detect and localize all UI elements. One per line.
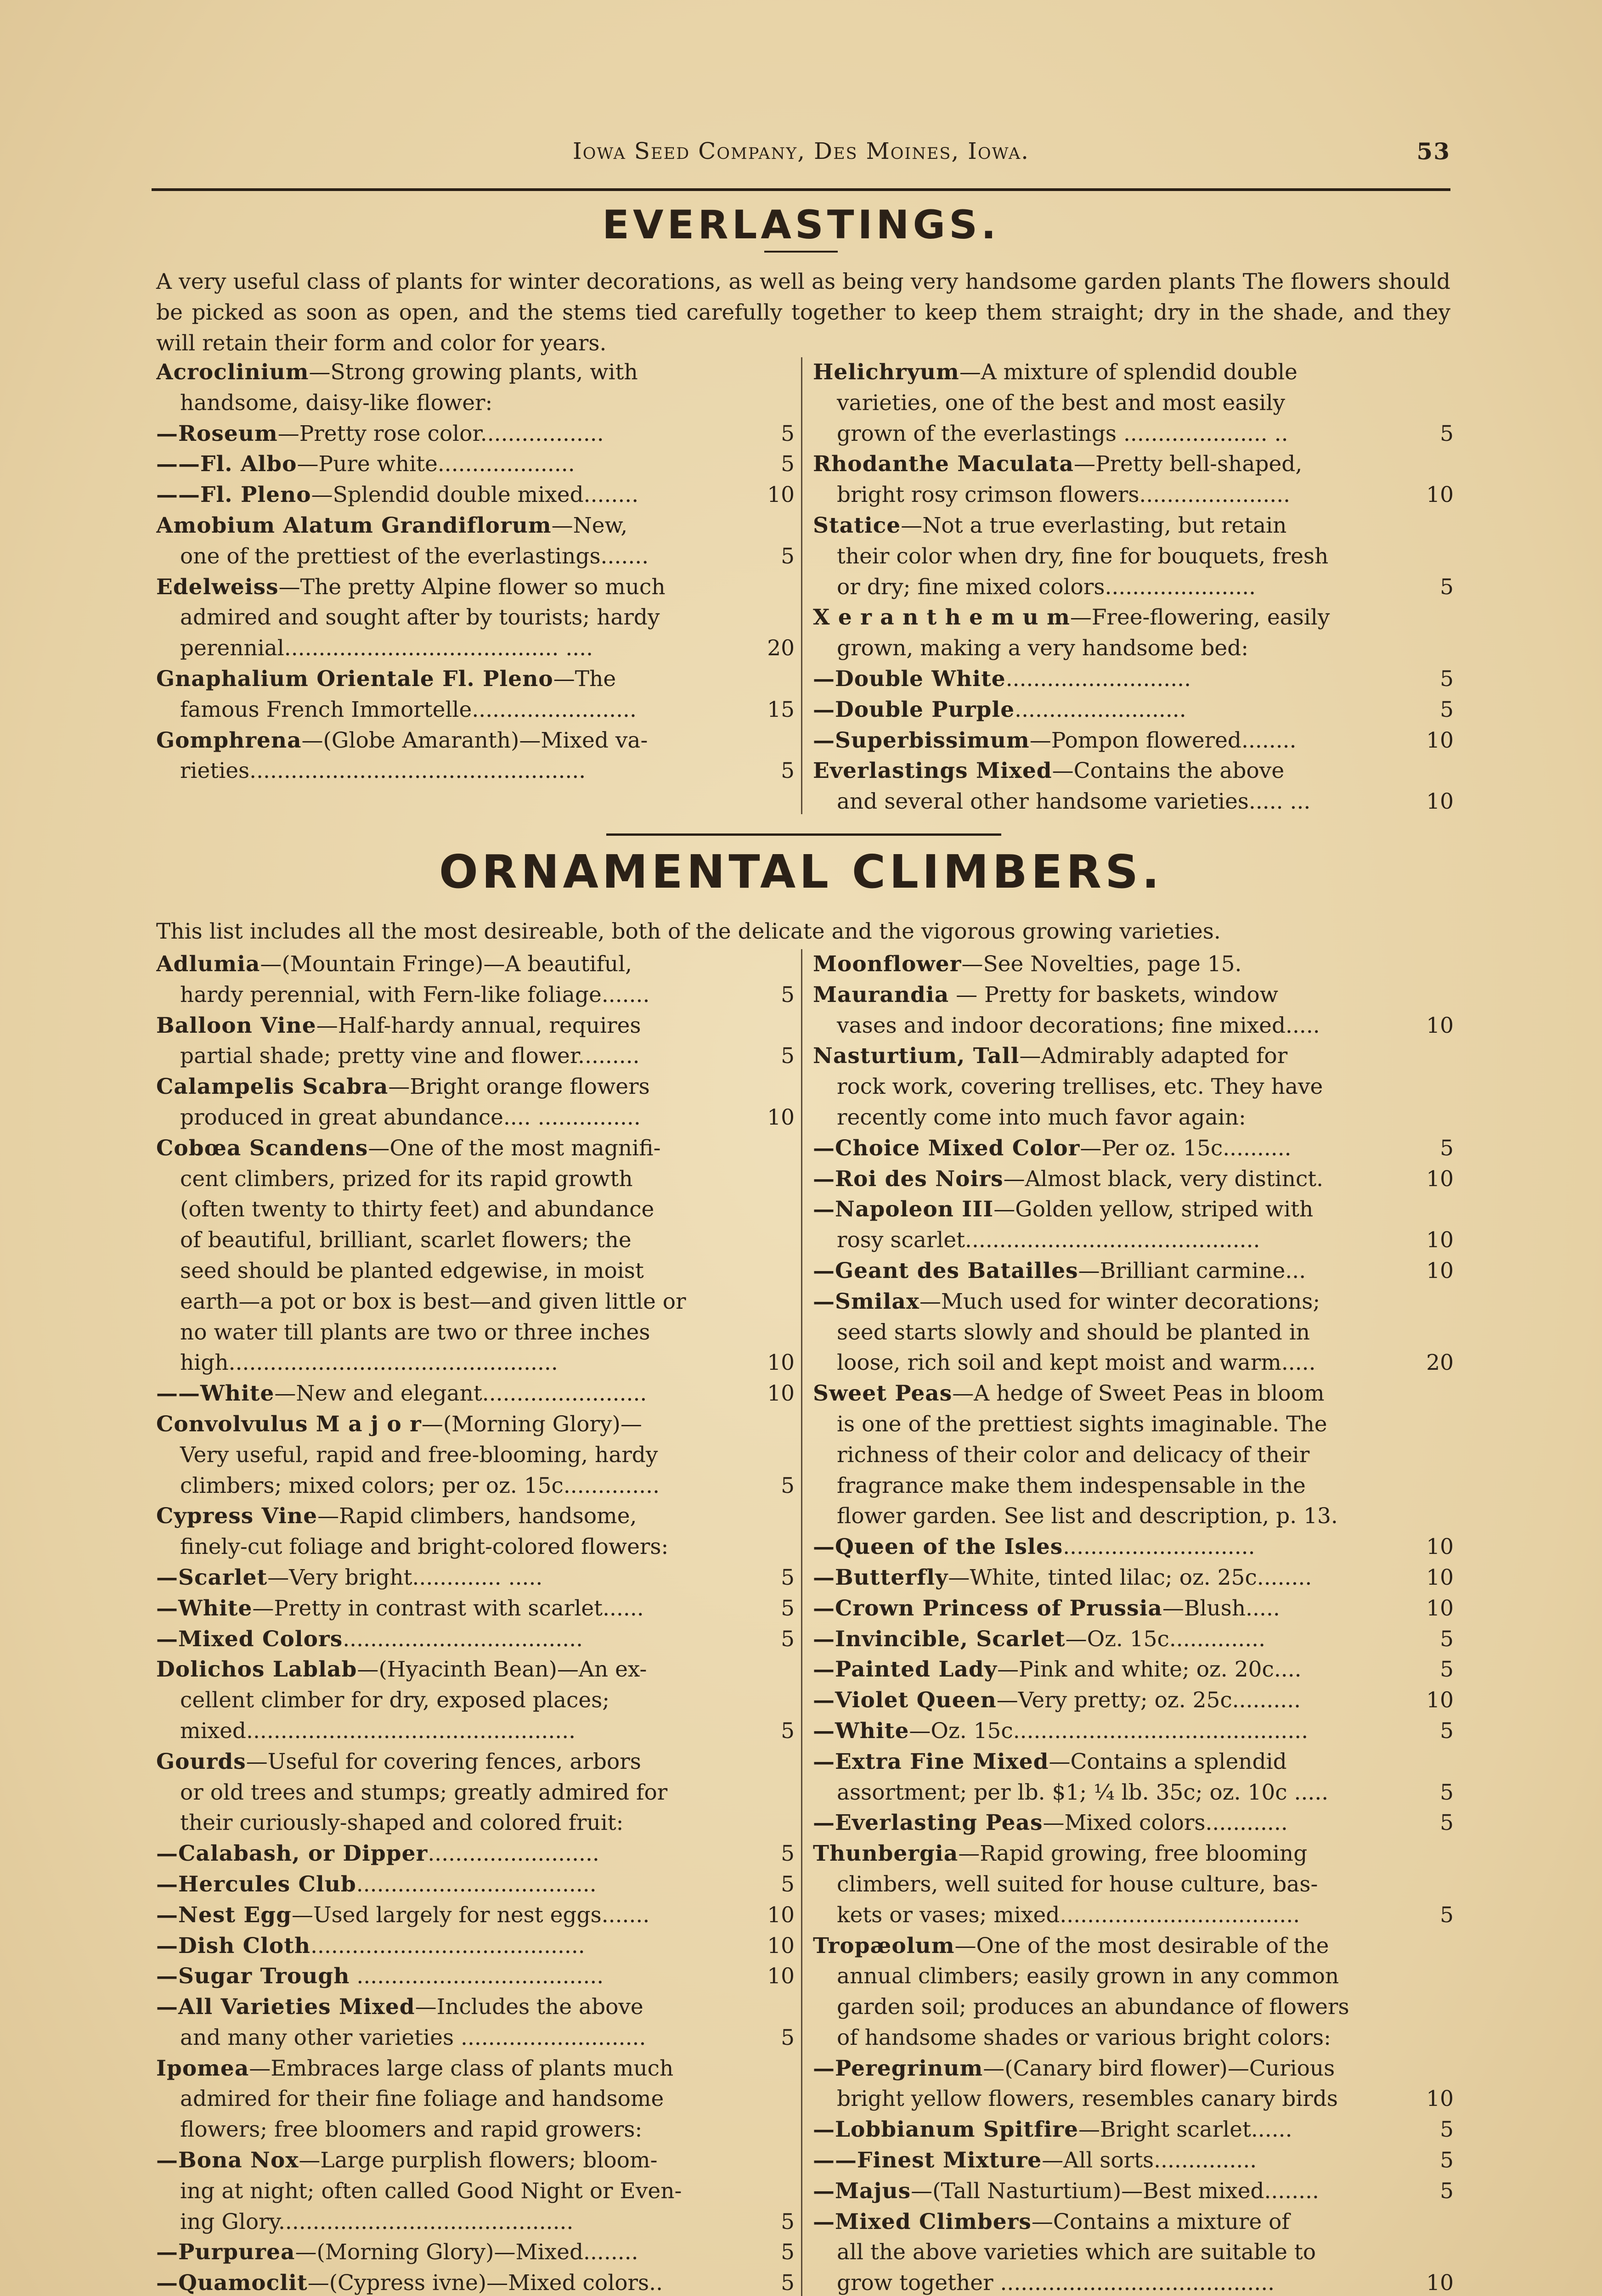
entry-price: 5: [781, 1871, 795, 1897]
entry-line: Gourds—Useful for covering fences, arbors: [156, 1749, 641, 1774]
catalog-entry: [813, 357, 1454, 449]
entry-line: Statice—Not a true everlasting, but retain: [813, 512, 1287, 538]
entry-line: 5 —Lobbianum Spitfire—Bright scarlet......: [813, 2115, 1454, 2145]
entry-line: 20 loose, rich soil and kept moist and warm.....: [813, 1348, 1454, 1379]
entry-line: flower garden. See list and description, p. 13.: [837, 1503, 1338, 1529]
entry-line: garden soil; produces an abundance of flowers: [837, 1994, 1349, 2020]
catalog-entry: [813, 2176, 1454, 2207]
entry-line: of handsome shades or various bright colors:: [837, 2025, 1331, 2050]
entry-price: 10: [1426, 2086, 1454, 2112]
catalog-entry: [156, 949, 795, 1011]
entry-price: 5: [781, 2240, 795, 2265]
catalog-entry: [813, 2145, 1454, 2176]
entry-line: Nasturtium, Tall—Admirably adapted for: [813, 1043, 1288, 1069]
running-head-title: Iowa Seed Company, Des Moines, Iowa.: [572, 138, 1030, 164]
entry-line: 10 ——White—New and elegant........................: [156, 1379, 795, 1409]
entry-line: Ipomea—Embraces large class of plants much: [156, 2055, 674, 2081]
entry-line: 10 high................................................: [156, 1348, 795, 1379]
entry-line: cent climbers, prized for its rapid growth: [180, 1166, 633, 1192]
catalog-entry: [156, 511, 795, 572]
entry-line: 5 climbers; mixed colors; per oz. 15c..............: [156, 1471, 795, 1502]
entry-price: 10: [1426, 1013, 1454, 1038]
entry-line: 10 grow together ........................................: [813, 2268, 1454, 2296]
entry-price: 5: [781, 758, 795, 784]
entry-line: 5 ——Finest Mixture—All sorts...............: [813, 2145, 1454, 2176]
catalog-entry: [813, 756, 1454, 817]
entry-line: 10 —Violet Queen—Very pretty; oz. 25c..........: [813, 1685, 1454, 1716]
entry-line: Calampelis Scabra—Bright orange flowers: [156, 1074, 650, 1100]
entry-price: 5: [781, 1841, 795, 1867]
entry-line: earth—a pot or box is best—and given little or: [180, 1289, 686, 1314]
entry-line: Thunbergia—Rapid growing, free blooming: [813, 1841, 1308, 1867]
entry-price: 5: [1440, 421, 1454, 446]
entry-line: 5 ——Fl. Albo—Pure white....................: [156, 449, 795, 480]
catalog-entry: [813, 980, 1454, 1041]
catalog-entry: [156, 2145, 795, 2237]
entry-line: richness of their color and delicacy of their: [837, 1442, 1310, 1468]
entry-line: 5 —White—Oz. 15c...........................................: [813, 1716, 1454, 1747]
entry-price: 10: [1426, 1166, 1454, 1192]
entry-line: 5 —Double White...........................: [813, 664, 1454, 695]
entry-price: 10: [1426, 1227, 1454, 1253]
entry-price: 10: [1426, 727, 1454, 753]
entry-price: 10: [1426, 1595, 1454, 1621]
everlastings-heading: EVERLASTINGS.: [152, 202, 1450, 253]
entry-line: grown, making a very handsome bed:: [837, 636, 1249, 661]
catalog-entry: [156, 1931, 795, 1962]
entry-line: their color when dry, fine for bouquets, fresh: [837, 543, 1329, 569]
entry-line: 10 and several other handsome varieties..... ...: [813, 787, 1454, 817]
entry-line: recently come into much favor again:: [837, 1104, 1246, 1130]
entry-price: 10: [1426, 789, 1454, 815]
entry-line: all the above varieties which are suitable to: [837, 2240, 1316, 2265]
catalog-entry: [156, 449, 795, 480]
catalog-entry: [156, 2237, 795, 2268]
entry-line: Convolvulus M a j o r—(Morning Glory)—: [156, 1411, 642, 1437]
everlastings-left-column: [156, 357, 795, 787]
entry-line: 10 —Geant des Batailles—Brilliant carmine...: [813, 1256, 1454, 1287]
entry-line: 5 grown of the everlastings ..................... ..: [813, 419, 1454, 450]
entry-price: 5: [781, 2025, 795, 2050]
catalog-entry: [156, 726, 795, 787]
entry-line: Very useful, rapid and free-blooming, hardy: [180, 1442, 658, 1468]
entry-line: ing at night; often called Good Night or Even-: [180, 2178, 682, 2204]
entry-line: 5 partial shade; pretty vine and flower.........: [156, 1041, 795, 1072]
catalog-entry: [813, 1164, 1454, 1195]
entry-line: 10 rosy scarlet...........................................: [813, 1225, 1454, 1256]
catalog-entry: [813, 602, 1454, 664]
catalog-entry: [813, 1716, 1454, 1747]
entry-price: 5: [781, 1473, 795, 1498]
entry-line: or old trees and stumps; greatly admired for: [180, 1779, 668, 1805]
entry-price: 10: [767, 1964, 795, 1989]
entry-line: 5 and many other varieties ...........................: [156, 2023, 795, 2054]
entry-line: fragrance make them indespensable in the: [837, 1473, 1306, 1498]
entry-price: 5: [781, 1718, 795, 1744]
entry-line: 5 kets or vases; mixed...................................: [813, 1900, 1454, 1931]
entry-price: 10: [1426, 2270, 1454, 2296]
entry-price: 5: [781, 543, 795, 569]
entry-line: 10 —Queen of the Isles............................: [813, 1532, 1454, 1563]
catalog-entry: [156, 1839, 795, 1869]
entry-price: 10: [1426, 1564, 1454, 1590]
catalog-entry: [156, 1409, 795, 1501]
page-number: 53: [1416, 138, 1450, 165]
catalog-entry: [156, 1563, 795, 1593]
entry-line: —Mixed Climbers—Contains a mixture of: [813, 2209, 1290, 2234]
catalog-entry: [813, 949, 1454, 980]
entry-price: 5: [781, 2209, 795, 2234]
entry-line: Cobœa Scandens—One of the most magnifi-: [156, 1135, 661, 1161]
entry-line: Sweet Peas—A hedge of Sweet Peas in bloom: [813, 1381, 1325, 1407]
entry-line: handsome, daisy-like flower:: [180, 390, 493, 416]
entry-price: 5: [1440, 2178, 1454, 2204]
everlastings-intro: A very useful class of plants for winter decorations, as well as being very handsome garden plants The flowers should be picked as soon as open, and the stems tied carefully together to keep them straight; dry in the shade, and they will retain their form and color for years.: [156, 269, 1450, 356]
entry-price: 5: [781, 1626, 795, 1652]
entry-line: climbers, well suited for house culture, bas-: [837, 1871, 1318, 1897]
entry-price: 5: [781, 421, 795, 446]
catalog-entry: [813, 511, 1454, 602]
catalog-entry: [813, 726, 1454, 756]
entry-price: 20: [1426, 1350, 1454, 1376]
catalog-entry: [156, 1501, 795, 1563]
catalog-entry: [156, 2268, 795, 2296]
section-separator: [606, 833, 1001, 836]
catalog-entry: [813, 1839, 1454, 1930]
entry-price: 10: [767, 482, 795, 508]
catalog-entry: [813, 1041, 1454, 1133]
entry-price: 5: [1440, 1135, 1454, 1161]
entry-line: 5 —Majus—(Tall Nasturtium)—Best mixed........: [813, 2176, 1454, 2207]
catalog-entry: [156, 1379, 795, 1409]
catalog-entry: [813, 1593, 1454, 1624]
entry-line: Helichryum—A mixture of splendid double: [813, 360, 1297, 385]
entry-line: 5 —Quamoclit—(Cypress ivne)—Mixed colors..: [156, 2268, 795, 2296]
entry-line: 10 bright yellow flowers, resembles canary birds: [813, 2084, 1454, 2115]
entry-line: Tropæolum—One of the most desirable of the: [813, 1933, 1329, 1958]
catalog-entry: [156, 572, 795, 664]
catalog-entry: [156, 1072, 795, 1133]
catalog-entry: [813, 2115, 1454, 2145]
entry-line: Acroclinium—Strong growing plants, with: [156, 360, 638, 385]
entry-line: admired for their fine foliage and handsome: [180, 2086, 664, 2112]
entry-line: 10 —Crown Princess of Prussia—Blush.....: [813, 1593, 1454, 1624]
entry-price: 10: [767, 1902, 795, 1928]
entry-line: admired and sought after by tourists; hardy: [180, 605, 660, 630]
entry-price: 5: [1440, 1626, 1454, 1652]
entry-line: of beautiful, brilliant, scarlet flowers; the: [180, 1227, 632, 1253]
entry-price: 10: [1426, 1688, 1454, 1713]
entry-line: 5 mixed................................................: [156, 1716, 795, 1747]
entry-line: 10 bright rosy crimson flowers......................: [813, 480, 1454, 511]
entry-line: 5 assortment; per lb. $1; ¼ lb. 35c; oz. 10c .....: [813, 1778, 1454, 1808]
entry-line: 5 —Double Purple.........................: [813, 695, 1454, 726]
everlastings-right-column: [813, 357, 1454, 817]
catalog-entry: [156, 2054, 795, 2145]
entry-line: 5 one of the prettiest of the everlastings.......: [156, 541, 795, 572]
climbers-heading: ORNAMENTAL CLIMBERS.: [439, 845, 1163, 899]
entry-line: 5 ing Glory...........................................: [156, 2207, 795, 2238]
entry-line: Everlastings Mixed—Contains the above: [813, 758, 1285, 784]
entry-price: 10: [1426, 1534, 1454, 1560]
catalog-entry: [813, 1194, 1454, 1256]
catalog-entry: [813, 1624, 1454, 1655]
catalog-entry: [156, 1654, 795, 1746]
catalog-entry: [813, 1379, 1454, 1532]
entry-line: varieties, one of the best and most easily: [837, 390, 1286, 416]
catalog-entry: [813, 1133, 1454, 1164]
entry-line: is one of the prettiest sights imaginable. The: [837, 1411, 1327, 1437]
catalog-entry: [156, 1593, 795, 1624]
entry-price: 5: [1440, 1657, 1454, 1683]
entry-price: 10: [767, 1350, 795, 1376]
entry-line: 5 —Painted Lady—Pink and white; oz. 20c....: [813, 1654, 1454, 1685]
entry-line: X e r a n t h e m u m—Free-flowering, easily: [813, 605, 1330, 630]
entry-line: their curiously-shaped and colored fruit:: [180, 1810, 624, 1836]
entry-price: 5: [781, 982, 795, 1007]
climbers-left-column: [156, 949, 795, 2296]
catalog-entry: [156, 1133, 795, 1379]
entry-price: 5: [1440, 666, 1454, 692]
catalog-entry: [156, 357, 795, 419]
entry-line: 5 or dry; fine mixed colors......................: [813, 572, 1454, 603]
catalog-entry: [156, 1011, 795, 1072]
entry-price: 20: [767, 636, 795, 661]
catalog-entry: [156, 1992, 795, 2054]
catalog-entry: [156, 419, 795, 450]
catalog-entry: [813, 2054, 1454, 2115]
catalog-entry: [813, 2207, 1454, 2296]
entry-line: 5 —Invincible, Scarlet—Oz. 15c..............: [813, 1624, 1454, 1655]
entry-line: Gnaphalium Orientale Fl. Pleno—The: [156, 666, 616, 692]
catalog-entry: [813, 695, 1454, 726]
entry-price: 5: [781, 1043, 795, 1069]
running-head: [152, 138, 1450, 174]
entry-line: flowers; free bloomers and rapid growers:: [180, 2117, 643, 2143]
entry-price: 10: [1426, 1258, 1454, 1283]
entry-line: 5 rieties.................................................: [156, 756, 795, 787]
catalog-entry: [813, 449, 1454, 511]
entry-line: —Smilax—Much used for winter decorations;: [813, 1289, 1320, 1314]
entry-price: 5: [781, 2270, 795, 2296]
entry-price: 5: [1440, 1779, 1454, 1805]
entry-line: 10 —Nest Egg—Used largely for nest eggs.......: [156, 1900, 795, 1931]
entry-line: finely-cut foliage and bright-colored flowers:: [180, 1534, 669, 1560]
entry-price: 5: [781, 1564, 795, 1590]
catalog-entry: [156, 664, 795, 726]
entry-line: 10 ——Fl. Pleno—Splendid double mixed........: [156, 480, 795, 511]
entry-line: Adlumia—(Mountain Fringe)—A beautiful,: [156, 951, 632, 977]
entry-price: 10: [767, 1381, 795, 1407]
entry-price: 5: [1440, 2148, 1454, 2173]
entry-line: 10 —Dish Cloth........................................: [156, 1931, 795, 1962]
entry-line: —Bona Nox—Large purplish flowers; bloom-: [156, 2148, 658, 2173]
catalog-entry: [813, 1287, 1454, 1379]
entry-price: 5: [1440, 2117, 1454, 2143]
entry-line: 10 —Butterfly—White, tinted lilac; oz. 25c........: [813, 1563, 1454, 1593]
entry-line: 5 —Mixed Colors...................................: [156, 1624, 795, 1655]
catalog-entry: [156, 1624, 795, 1655]
entry-line: Gomphrena—(Globe Amaranth)—Mixed va-: [156, 727, 648, 753]
catalog-entry: [813, 1256, 1454, 1287]
entry-price: 5: [1440, 1810, 1454, 1836]
entry-line: 5 —Choice Mixed Color—Per oz. 15c..........: [813, 1133, 1454, 1164]
catalog-entry: [813, 1931, 1454, 2054]
catalog-entry: [813, 664, 1454, 695]
entry-line: 5 hardy perennial, with Fern-like foliage.......: [156, 980, 795, 1011]
entry-line: —All Varieties Mixed—Includes the above: [156, 1994, 643, 2020]
entry-line: Balloon Vine—Half-hardy annual, requires: [156, 1013, 641, 1038]
entry-line: rock work, covering trellises, etc. They have: [837, 1074, 1323, 1100]
entry-line: 5 —Hercules Club...................................: [156, 1869, 795, 1900]
entry-price: 10: [767, 1104, 795, 1130]
entry-line: 20 perennial........................................ ....: [156, 633, 795, 664]
entry-line: —Napoleon III—Golden yellow, striped with: [813, 1197, 1314, 1222]
entry-line: Maurandia — Pretty for baskets, window: [813, 982, 1278, 1007]
entry-line: cellent climber for dry, exposed places;: [180, 1688, 610, 1713]
entry-line: Dolichos Lablab—(Hyacinth Bean)—An ex-: [156, 1657, 647, 1683]
entry-line: annual climbers; easily grown in any common: [837, 1964, 1339, 1989]
entry-price: 5: [1440, 1902, 1454, 1928]
header-rule: [152, 188, 1450, 191]
climbers-intro: This list includes all the most desireable, both of the delicate and the vigorous growing varieties.: [156, 919, 1221, 944]
entry-line: Cypress Vine—Rapid climbers, handsome,: [156, 1503, 637, 1529]
entry-price: 15: [767, 697, 795, 722]
catalog-entry: [156, 1747, 795, 1839]
entry-line: —Peregrinum—(Canary bird flower)—Curious: [813, 2055, 1335, 2081]
entry-line: seed should be planted edgewise, in moist: [180, 1258, 644, 1283]
entry-line: 5 —Roseum—Pretty rose color..................: [156, 419, 795, 450]
entry-line: —Extra Fine Mixed—Contains a splendid: [813, 1749, 1287, 1774]
entry-line: Edelweiss—The pretty Alpine flower so much: [156, 574, 666, 600]
catalog-entry: [813, 1654, 1454, 1685]
entry-line: 5 —Scarlet—Very bright............. .....: [156, 1563, 795, 1593]
catalog-entry: [156, 480, 795, 511]
entry-line: 10 —Roi des Noirs—Almost black, very distinct.: [813, 1164, 1454, 1195]
entry-line: 5 —Everlasting Peas—Mixed colors............: [813, 1808, 1454, 1839]
entry-line: Amobium Alatum Grandiflorum—New,: [156, 512, 628, 538]
entry-price: 5: [1440, 697, 1454, 722]
entry-line: 10 —Sugar Trough ....................................: [156, 1961, 795, 1992]
entry-line: seed starts slowly and should be planted in: [837, 1319, 1310, 1345]
entry-line: 5 —White—Pretty in contrast with scarlet......: [156, 1593, 795, 1624]
entry-price: 10: [1426, 482, 1454, 508]
catalog-entry: [813, 1563, 1454, 1593]
entry-price: 5: [1440, 1718, 1454, 1744]
climbers-right-column: [813, 949, 1454, 2296]
column-divider: [801, 357, 802, 814]
entry-line: 10 produced in great abundance.... ...............: [156, 1103, 795, 1133]
entry-price: 5: [1440, 574, 1454, 600]
entry-price: 5: [781, 1595, 795, 1621]
catalog-entry: [156, 1900, 795, 1931]
catalog-entry: [813, 1747, 1454, 1808]
entry-line: 15 famous French Immortelle........................: [156, 695, 795, 726]
entry-line: 10 —Superbissimum—Pompon flowered........: [813, 726, 1454, 756]
entry-line: (often twenty to thirty feet) and abundance: [180, 1197, 654, 1222]
catalog-entry: [156, 1961, 795, 1992]
catalog-entry: [813, 1685, 1454, 1716]
catalog-entry: [813, 1808, 1454, 1839]
column-divider: [801, 949, 802, 2296]
entry-line: Moonflower—See Novelties, page 15.: [813, 951, 1242, 977]
entry-line: 5 —Purpurea—(Morning Glory)—Mixed........: [156, 2237, 795, 2268]
entry-price: 10: [767, 1933, 795, 1958]
entry-line: no water till plants are two or three inches: [180, 1319, 650, 1345]
entry-line: 10 vases and indoor decorations; fine mixed.....: [813, 1011, 1454, 1041]
catalog-entry: [156, 1869, 795, 1900]
catalog-entry: [813, 1532, 1454, 1563]
entry-line: 5 —Calabash, or Dipper.........................: [156, 1839, 795, 1869]
entry-line: Rhodanthe Maculata—Pretty bell-shaped,: [813, 451, 1303, 477]
entry-price: 5: [781, 451, 795, 477]
